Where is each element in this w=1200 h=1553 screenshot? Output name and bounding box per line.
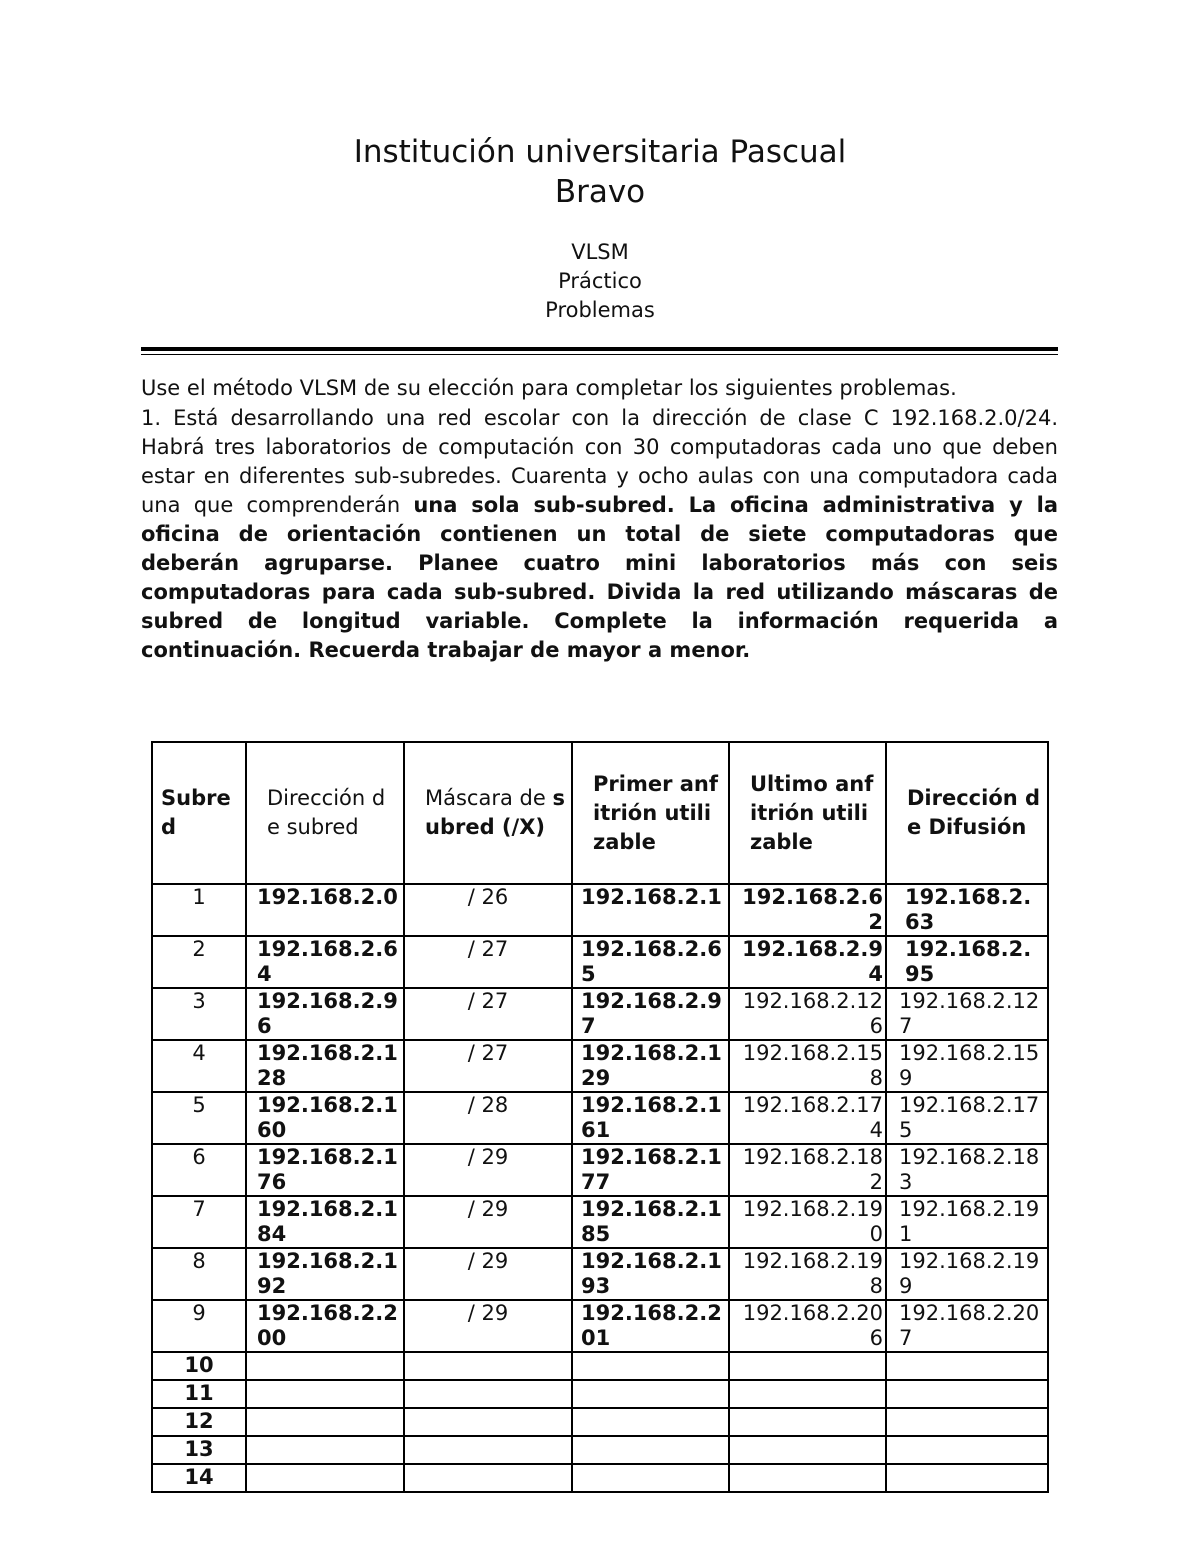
header-direccion-subred: Dirección de subred [246,742,404,884]
cell-subred: 10 [152,1352,246,1380]
cell-mask: / 29 [404,1248,572,1300]
cell-last-host: 192.168.2.206 [729,1300,886,1352]
problem-text-bold: una sola sub-subred. La oficina administrativa y la oficina de orientación contienen un total de siete computadoras que deberán agruparse. Planee cuatro mini laboratorios más con seis computadoras para cada sub-subred. Divida la red utilizando máscaras de subred de longitud variable. Complete la información requerida a continuación. Recuerda trabajar de mayor a menor. [141,493,1058,662]
cell-last-host: 192.168.2.182 [729,1144,886,1196]
cell-last-host: 192.168.2.158 [729,1040,886,1092]
cell-network [246,1380,404,1408]
cell-network: 192.168.2.64 [246,936,404,988]
cell-subred: 4 [152,1040,246,1092]
cell-subred: 11 [152,1380,246,1408]
cell-first-host: 192.168.2.185 [572,1196,729,1248]
cell-broadcast: 192.168.2.175 [886,1092,1048,1144]
cell-network: 192.168.2.184 [246,1196,404,1248]
cell-subred: 1 [152,884,246,936]
cell-mask: / 28 [404,1092,572,1144]
cell-last-host: 192.168.2.190 [729,1196,886,1248]
cell-mask [404,1380,572,1408]
cell-network [246,1352,404,1380]
cell-last-host [729,1352,886,1380]
cell-last-host [729,1436,886,1464]
cell-broadcast: 192.168.2.191 [886,1196,1048,1248]
cell-subred: 13 [152,1436,246,1464]
cell-broadcast [886,1352,1048,1380]
header-primer-anfitrion: Primer anfitrión utilizable [572,742,729,884]
cell-subred: 8 [152,1248,246,1300]
header-ultimo-anfitrion: Ultimo anfitrión utilizable [729,742,886,884]
cell-first-host [572,1352,729,1380]
cell-last-host: 192.168.2.94 [729,936,886,988]
cell-subred: 14 [152,1464,246,1492]
cell-last-host: 192.168.2.174 [729,1092,886,1144]
cell-mask: / 29 [404,1144,572,1196]
table-row-empty [152,1408,1048,1436]
cell-mask: / 27 [404,936,572,988]
table-row-empty [152,1380,1048,1408]
cell-first-host: 192.168.2.177 [572,1144,729,1196]
cell-mask [404,1408,572,1436]
table-row [152,1300,1048,1352]
cell-broadcast: 192.168.2.183 [886,1144,1048,1196]
cell-network: 192.168.2.200 [246,1300,404,1352]
divider-thick [141,347,1058,351]
cell-first-host [572,1464,729,1492]
header-mascara [404,742,572,884]
instructions-text: Use el método VLSM de su elección para completar los siguientes problemas. [141,376,957,400]
cell-last-host: 192.168.2.198 [729,1248,886,1300]
cell-last-host [729,1380,886,1408]
table-row-empty [152,1436,1048,1464]
problem-statement [141,404,1058,665]
table-row [152,884,1048,936]
table-row [152,1144,1048,1196]
problem-text: 1. Está desarrollando una red escolar con la dirección de clase C 192.168.2.0/24. Habrá tres laboratorios de computación con 30 computadoras cada uno que deben estar en diferentes sub-subredes. Cuarenta y ocho aulas con una computadora cada una que comprenderán [141,406,1058,517]
cell-broadcast: 192.168.2.159 [886,1040,1048,1092]
cell-network: 192.168.2.128 [246,1040,404,1092]
table-header-row [152,742,1048,884]
table-row [152,988,1048,1040]
cell-mask: / 27 [404,1040,572,1092]
cell-first-host: 192.168.2.161 [572,1092,729,1144]
cell-broadcast [886,1408,1048,1436]
header-subred: Subred [152,742,246,884]
cell-mask [404,1436,572,1464]
header-mascara-b: subred (/X) [425,786,565,839]
cell-subred: 9 [152,1300,246,1352]
cell-subred: 12 [152,1408,246,1436]
cell-mask: / 26 [404,884,572,936]
cell-last-host [729,1408,886,1436]
cell-last-host [729,1464,886,1492]
cell-mask [404,1464,572,1492]
cell-network [246,1436,404,1464]
cell-broadcast: 192.168.2.199 [886,1248,1048,1300]
cell-last-host: 192.168.2.126 [729,988,886,1040]
cell-subred: 7 [152,1196,246,1248]
cell-broadcast: 192.168.2.127 [886,988,1048,1040]
cell-broadcast [886,1436,1048,1464]
table-row [152,936,1048,988]
cell-network [246,1408,404,1436]
subtitle-practico: Práctico [558,269,642,293]
divider-thin [141,354,1058,355]
subtitle-problemas: Problemas [545,298,655,322]
cell-network: 192.168.2.96 [246,988,404,1040]
cell-network: 192.168.2.160 [246,1092,404,1144]
document-title [0,132,1200,212]
vlsm-table [151,741,1049,1493]
title-line-1: Institución universitaria Pascual [353,134,847,170]
subtitle-vlsm: VLSM [571,240,629,264]
cell-first-host [572,1436,729,1464]
cell-first-host [572,1408,729,1436]
table-row [152,1196,1048,1248]
title-line-2: Bravo [554,174,646,210]
cell-last-host: 192.168.2.62 [729,884,886,936]
table-row-empty [152,1464,1048,1492]
cell-first-host: 192.168.2.193 [572,1248,729,1300]
cell-first-host [572,1380,729,1408]
cell-mask: / 29 [404,1196,572,1248]
cell-broadcast [886,1380,1048,1408]
cell-broadcast [886,1464,1048,1492]
document-subtitle [0,238,1200,325]
cell-subred: 2 [152,936,246,988]
cell-first-host: 192.168.2.201 [572,1300,729,1352]
cell-broadcast: 192.168.2.207 [886,1300,1048,1352]
cell-mask: / 27 [404,988,572,1040]
cell-subred: 6 [152,1144,246,1196]
cell-first-host: 192.168.2.65 [572,936,729,988]
cell-network: 192.168.2.192 [246,1248,404,1300]
cell-broadcast: 192.168.2.63 [886,884,1048,936]
cell-first-host: 192.168.2.97 [572,988,729,1040]
cell-first-host: 192.168.2.129 [572,1040,729,1092]
cell-network: 192.168.2.176 [246,1144,404,1196]
table-row [152,1248,1048,1300]
cell-first-host: 192.168.2.1 [572,884,729,936]
header-mascara-a: Máscara de [425,786,553,810]
table-row [152,1092,1048,1144]
cell-mask [404,1352,572,1380]
cell-subred: 5 [152,1092,246,1144]
cell-network: 192.168.2.0 [246,884,404,936]
table-row [152,1040,1048,1092]
header-direccion-difusion: Dirección de Difusión [886,742,1048,884]
cell-broadcast: 192.168.2.95 [886,936,1048,988]
cell-network [246,1464,404,1492]
table-row-empty [152,1352,1048,1380]
cell-mask: / 29 [404,1300,572,1352]
cell-subred: 3 [152,988,246,1040]
